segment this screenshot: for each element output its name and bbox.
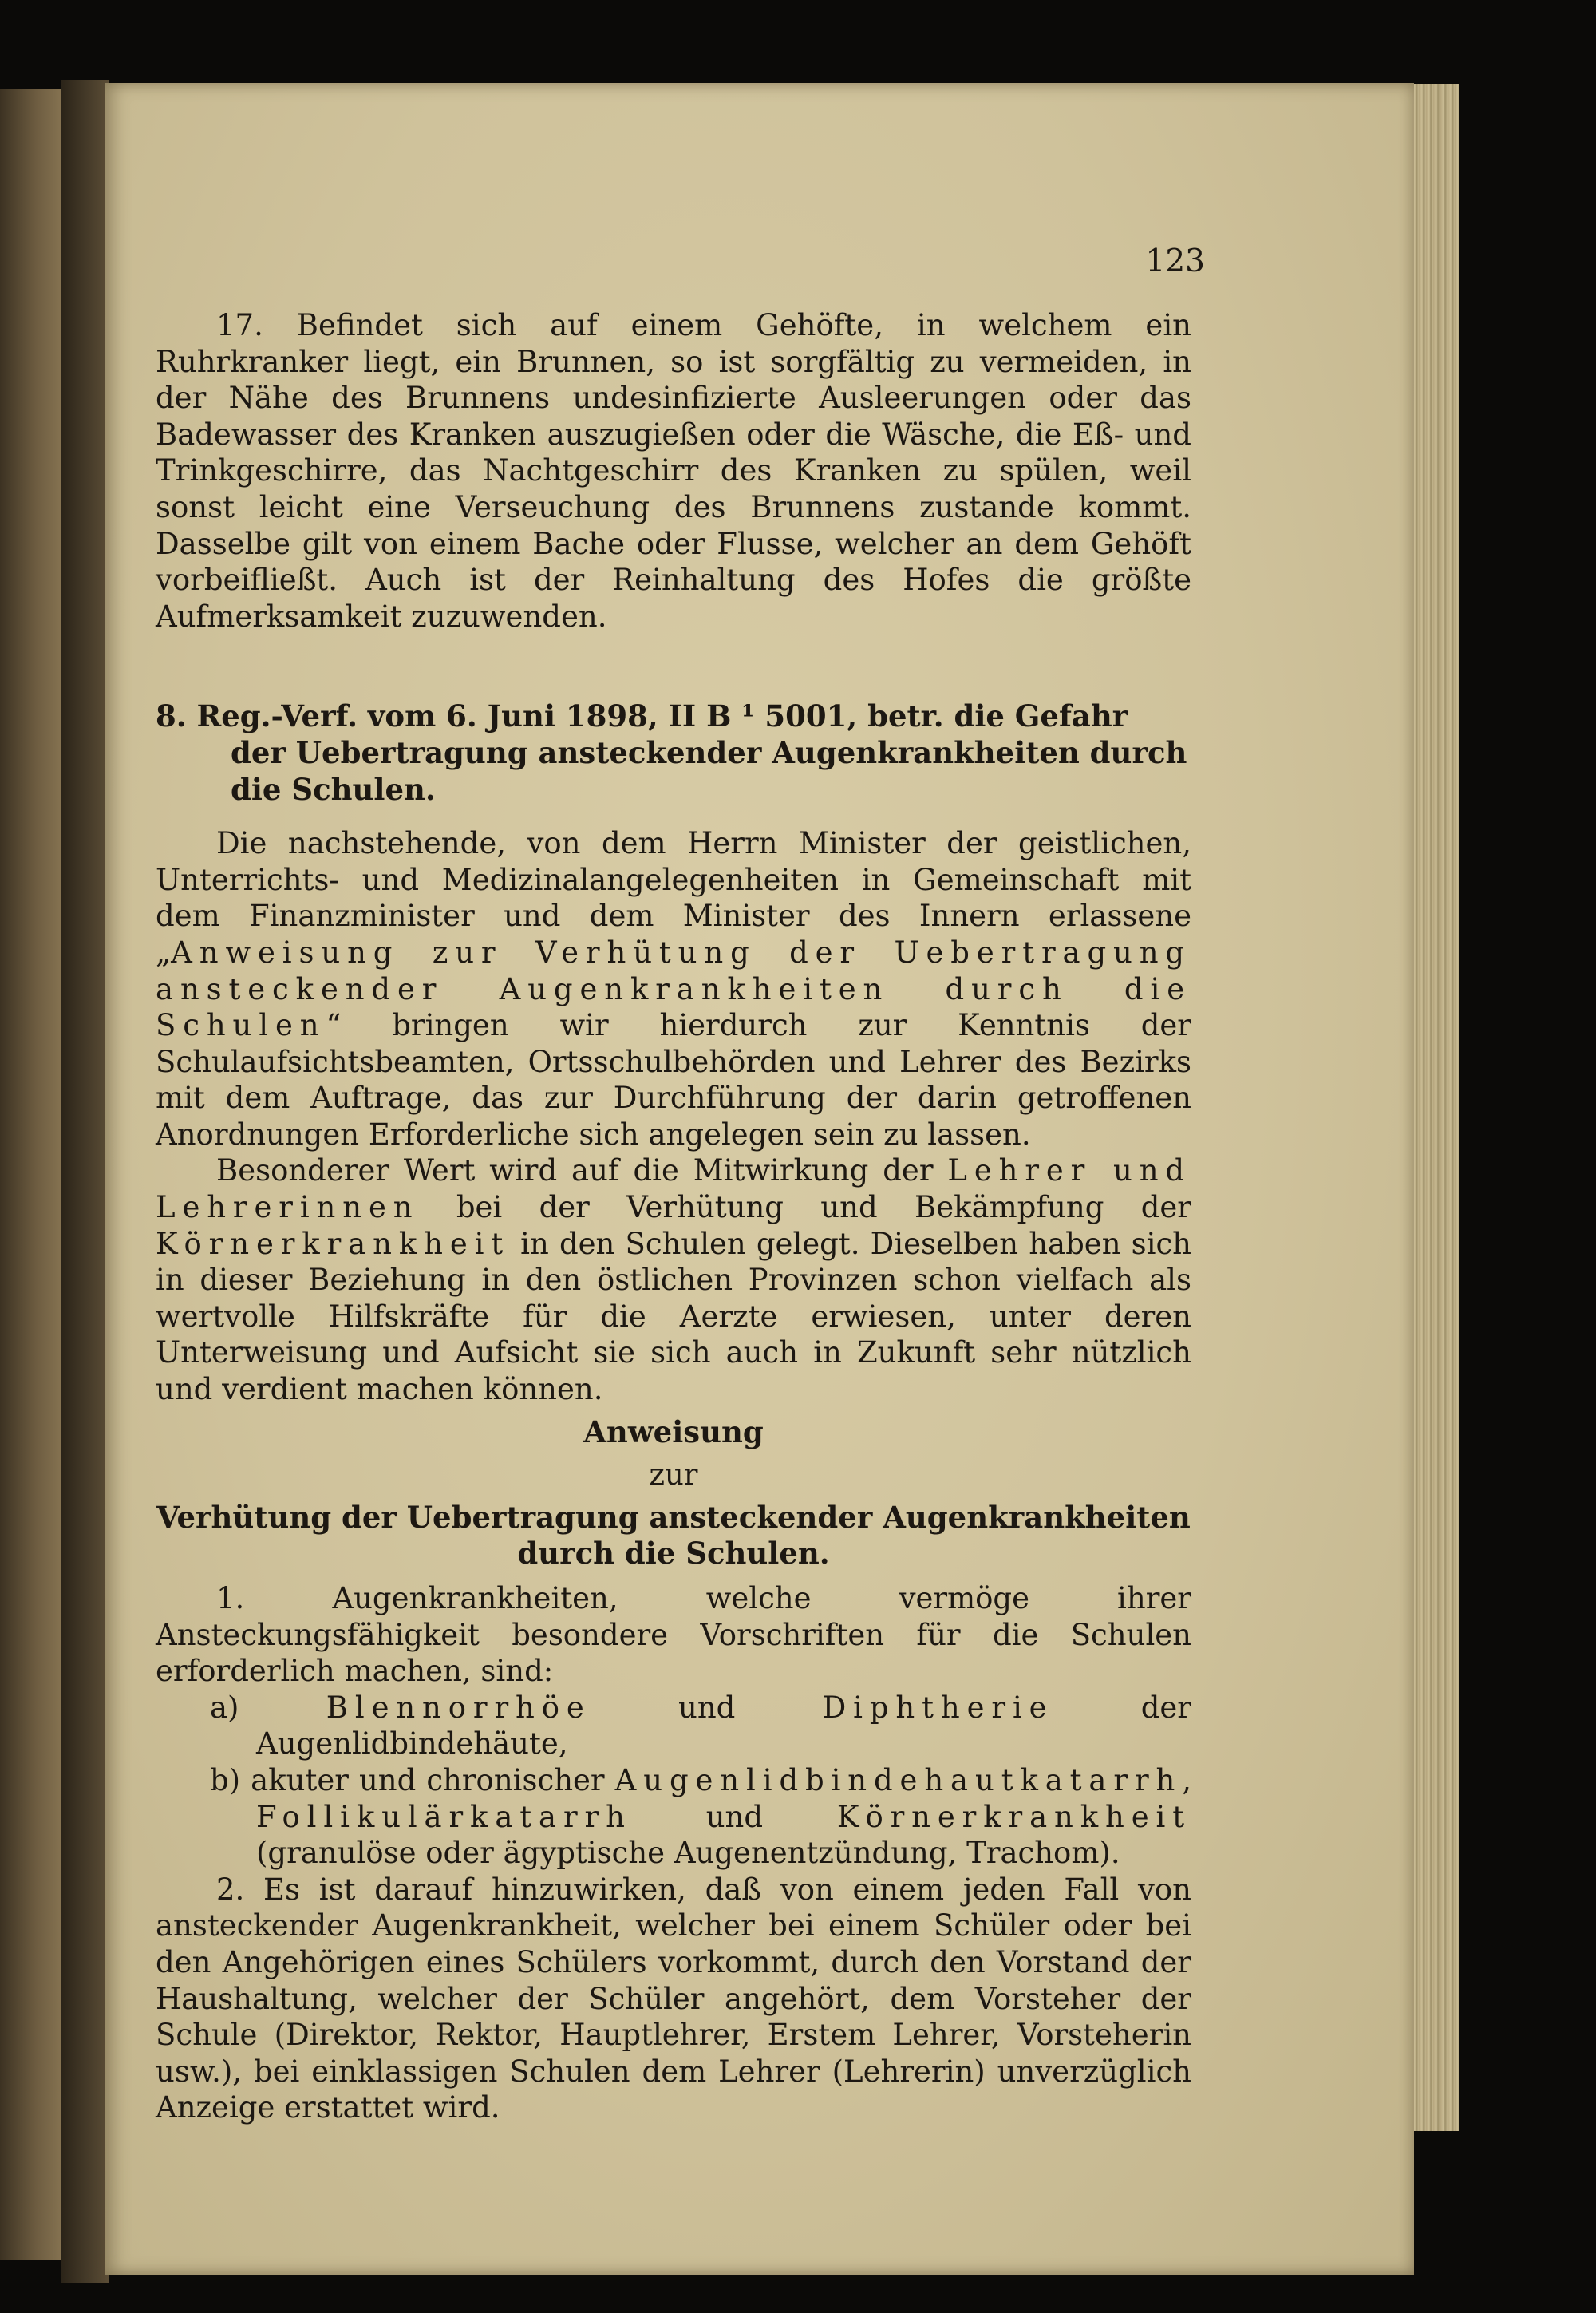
book-gutter: [61, 80, 109, 2283]
item-a-spaced-1: Blennorrhöe: [326, 1690, 591, 1725]
item-b-text-2: ,: [1182, 1762, 1191, 1797]
item-b-spaced-3: Körnerkrankheit: [836, 1799, 1191, 1834]
wert-paragraph: [156, 1153, 1191, 1407]
intro-text-2: “ bringen wir hierdurch zur Kenntnis der Schulaufsichtsbeamten, Ortsschulbehörden und Lehrer des Bezirks mit dem Auftrage, das zur Durchführung der darin getroffenen Anordnungen Erforderliche sich angelegen sein zu lassen.: [156, 1008, 1191, 1152]
item-a-rest: der Augenlidbindehäute,: [256, 1690, 1191, 1761]
previous-page-edge: [0, 89, 67, 2260]
item-a-mid: und: [591, 1690, 823, 1725]
intro-spaced-title: Anweisung zur Verhütung der Uebertragung ansteckender Augenkrankheiten durch die Schulen: [156, 935, 1191, 1043]
item-b-spaced-1: Augenlidbindehautkatarrh: [614, 1762, 1183, 1797]
item-b-spaced-2: Follikulärkatarrh: [256, 1799, 632, 1834]
page-number: 123: [1145, 243, 1205, 279]
paragraph-17: 17. Befindet sich auf einem Gehöfte, in welchem ein Ruhrkranker liegt, ein Brunnen, so ist sorgfältig zu vermeiden, in der Nähe des Brunnens undesinfizierte Ausleerungen oder das Badewasser des Kranken auszugießen oder die Wäsche, die Eß- und Trinkgeschirre, das Nachtgeschirr des Kranken zu spülen, weil sonst leicht eine Verseuchung des Brunnens zustande kommt. Dasselbe gilt von einem Bache oder Flusse, welcher an dem Gehöft vorbeifließt. Auch ist der Reinhaltung des Hofes die größte Aufmerksamkeit zuzuwenden.: [156, 308, 1191, 634]
item-b-label: b): [210, 1762, 241, 1797]
anweisung-subtitle-line1: Verhütung der Uebertragung ansteckender Augenkrankheiten: [156, 1499, 1191, 1535]
wert-spaced-1: Lehrer und Lehrerinnen: [156, 1153, 1191, 1225]
item-b-mid: und: [631, 1799, 837, 1834]
anweisung-title: Anweisung: [583, 1414, 764, 1449]
anweisung-subtitle-line2: durch die Schulen.: [517, 1536, 830, 1572]
wert-text-1: Besonderer Wert wird auf die Mitwirkung der: [216, 1153, 948, 1188]
item-a: [210, 1690, 1191, 1762]
item-b-text-1: akuter und chronischer: [251, 1762, 615, 1797]
item-1: 1. Augenkrankheiten, welche vermöge ihrer Ansteckungsfähigkeit besondere Vorschriften für die Schulen erforderlich machen, sind:: [156, 1581, 1191, 1689]
wert-text-3: in den Schulen gelegt. Dieselben haben sich in dieser Beziehung in den östlichen Provinzen schon vielfach als wertvolle Hilfskräfte für die Aerzte erwiesen, unter deren Unterweisung und Aufsicht sie sich auch in Zukunft sehr nützlich und verdient machen können.: [156, 1226, 1191, 1407]
intro-text-1: Die nachstehende, von dem Herrn Minister der geistlichen, Unterrichts- und Medizinalangelegenheiten in Gemeinschaft mit dem Finanzminister und dem Minister des Innern erlassene „: [156, 826, 1191, 970]
item-2: 2. Es ist darauf hinzuwirken, daß von einem jeden Fall von ansteckender Augenkrankheit, welcher bei einem Schüler oder bei den Angehörigen eines Schülers vorkommt, durch den Vorstand der Haushaltung, welcher der Schüler angehört, dem Vorsteher der Schule (Direktor, Rektor, Hauptlehrer, Erstem Lehrer, Vorsteherin usw.), bei einklassigen Schulen dem Lehrer (Lehrerin) unverzüglich Anzeige erstattet wird.: [156, 1872, 1191, 2125]
section-heading-8: 8. Reg.-Verf. vom 6. Juni 1898, II B ¹ 5001, betr. die Gefahr der Uebertragung ansteckender Augenkrankheiten durch die Schulen.: [156, 698, 1187, 807]
item-b: [210, 1762, 1191, 1872]
wert-spaced-2: Körnerkrankheit: [156, 1226, 511, 1261]
item-a-label: a): [210, 1690, 239, 1725]
wert-text-2: bei der Verhütung und Bekämpfung der: [419, 1190, 1191, 1225]
page-text: [156, 307, 1191, 2126]
intro-paragraph: [156, 825, 1191, 1153]
anweisung-zur: zur: [649, 1457, 698, 1493]
item-a-spaced-2: Diphtherie: [822, 1690, 1054, 1725]
item-b-rest: (granulöse oder ägyptische Augenentzündung, Trachom).: [256, 1836, 1120, 1871]
